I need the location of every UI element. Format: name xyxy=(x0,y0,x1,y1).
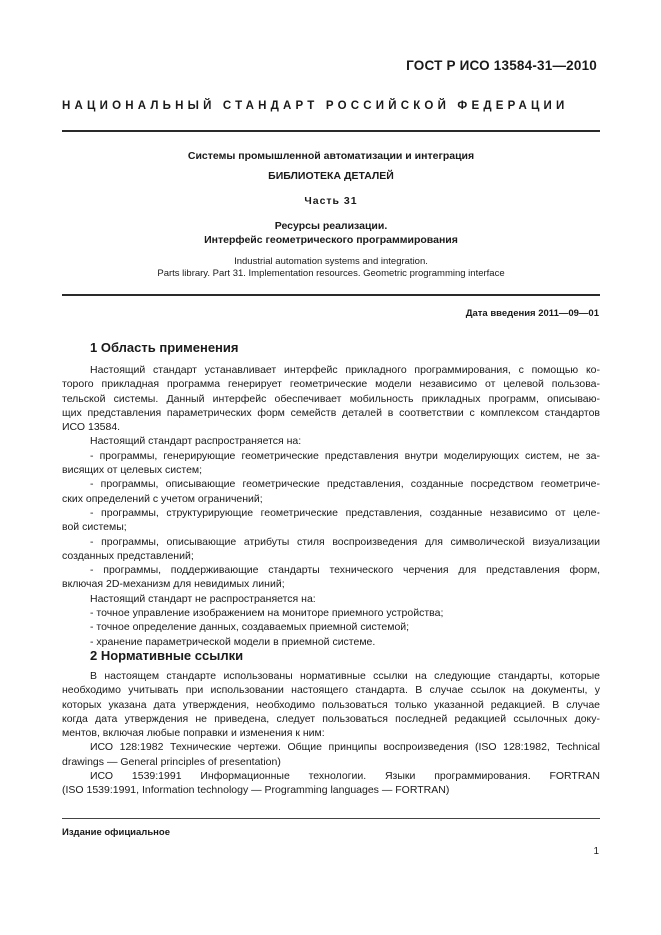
s1-line: вой системы; xyxy=(62,521,127,534)
s1-line: тельской системы. Данный интерфейс обеспечивает мобильность прикладных программ, описываю- xyxy=(62,392,600,405)
s1-line: - точное определение данных, создаваемых приемной системой; xyxy=(90,621,410,634)
title-line-2: БИБЛИОТЕКА ДЕТАЛЕЙ xyxy=(268,170,394,182)
s1-line: включая 2D-механизм для невидимых линий; xyxy=(62,578,285,591)
s1-line: ских определений с учетом ограничений; xyxy=(62,492,263,505)
s1-line: Настоящий стандарт распространяется на: xyxy=(90,435,302,448)
title-line-1: Системы промышленной автоматизации и интеграция xyxy=(187,150,475,162)
introduction-date: Дата введения 2011—09—01 xyxy=(465,308,599,319)
s1-line: Настоящий стандарт устанавливает интерфейс прикладного программирования, с помощью ко- xyxy=(90,364,600,376)
s1-line: - точное управление изображением на мониторе приемного устройства; xyxy=(90,607,444,620)
title-divider xyxy=(62,294,600,296)
s2-line: которых указана дата утверждения, необходимо пользоваться только указанной редакцией. В случае xyxy=(62,698,600,711)
s2-line: ИСО 1539:1991 Информационные технологии. Языки программирования. FORTRAN xyxy=(90,770,600,783)
s2-line: drawings — General principles of presentation) xyxy=(62,755,281,768)
s1-line: - программы, структурирующие геометрические представления, созданные независимо от целе- xyxy=(90,506,600,519)
s1-line: - хранение параметрической модели в приемной системе. xyxy=(90,635,376,648)
s1-line: торого прикладная программа генерирует геометрические модели независимо от целевой пользова- xyxy=(62,378,600,391)
section-1-body xyxy=(62,363,600,649)
s2-line: (ISO 1539:1991, Information technology — Programming languages — FORTRAN) xyxy=(62,784,450,797)
s1-line: ИСО 13584. xyxy=(62,421,121,434)
english-title-2: Parts library. Part 31. Implementation resources. Geometric programming interface xyxy=(157,268,505,279)
section-2-heading: 2 Нормативные ссылки xyxy=(90,648,244,663)
section-1-heading: 1 Область применения xyxy=(90,340,239,355)
national-standard-banner: НАЦИОНАЛЬНЫЙ СТАНДАРТ РОССИЙСКОЙ ФЕДЕРАЦИИ xyxy=(62,100,569,112)
title-part: Часть 31 xyxy=(304,195,358,207)
english-title-1: Industrial automation systems and integration. xyxy=(234,256,428,267)
s2-line: ИСО 128:1982 Технические чертежи. Общие принципы воспроизведения (ISO 128:1982, Technical xyxy=(90,741,600,754)
s1-line: - программы, описывающие геометрические представления, созданные посредством геометриче- xyxy=(90,478,600,491)
section-2-body xyxy=(62,669,600,798)
s1-line: щих представления параметрических форм семейств деталей в соответствии с комплексом стандартов xyxy=(62,406,600,419)
title-line-4: Ресурсы реализации. xyxy=(274,220,388,232)
page-number: 1 xyxy=(593,846,599,857)
standard-code: ГОСТ Р ИСО 13584-31—2010 xyxy=(406,58,597,73)
s1-line: висящих от целевых систем; xyxy=(62,464,203,477)
title-line-5: Интерфейс геометрического программирования xyxy=(204,234,458,246)
s1-line: - программы, генерирующие геометрические представления внутри моделирующих систем, не за- xyxy=(90,449,600,462)
s2-line: В настоящем стандарте использованы нормативные ссылки на следующие стандарты, которые xyxy=(90,670,600,682)
s1-line: - программы, поддерживающие стандарты технического черчения для представления форм, xyxy=(90,564,600,577)
s1-line: созданных представлений; xyxy=(62,549,194,562)
edition-label: Издание официальное xyxy=(62,827,170,838)
footer-divider xyxy=(62,818,600,819)
s2-line: ментов, включая любые поправки и изменения к ним: xyxy=(62,727,325,740)
top-divider xyxy=(62,130,600,132)
s2-line: когда дата утверждения не приведена, следует пользоваться последней редакцией ссылочных доку- xyxy=(62,712,600,725)
s1-line: Настоящий стандарт не распространяется на: xyxy=(90,592,316,605)
s2-line: необходимо учитывать при использовании настоящего стандарта. В случае ссылок на документы, у xyxy=(62,684,600,697)
s1-line: - программы, описывающие атрибуты стиля воспроизведения для символической визуализации xyxy=(90,535,600,548)
